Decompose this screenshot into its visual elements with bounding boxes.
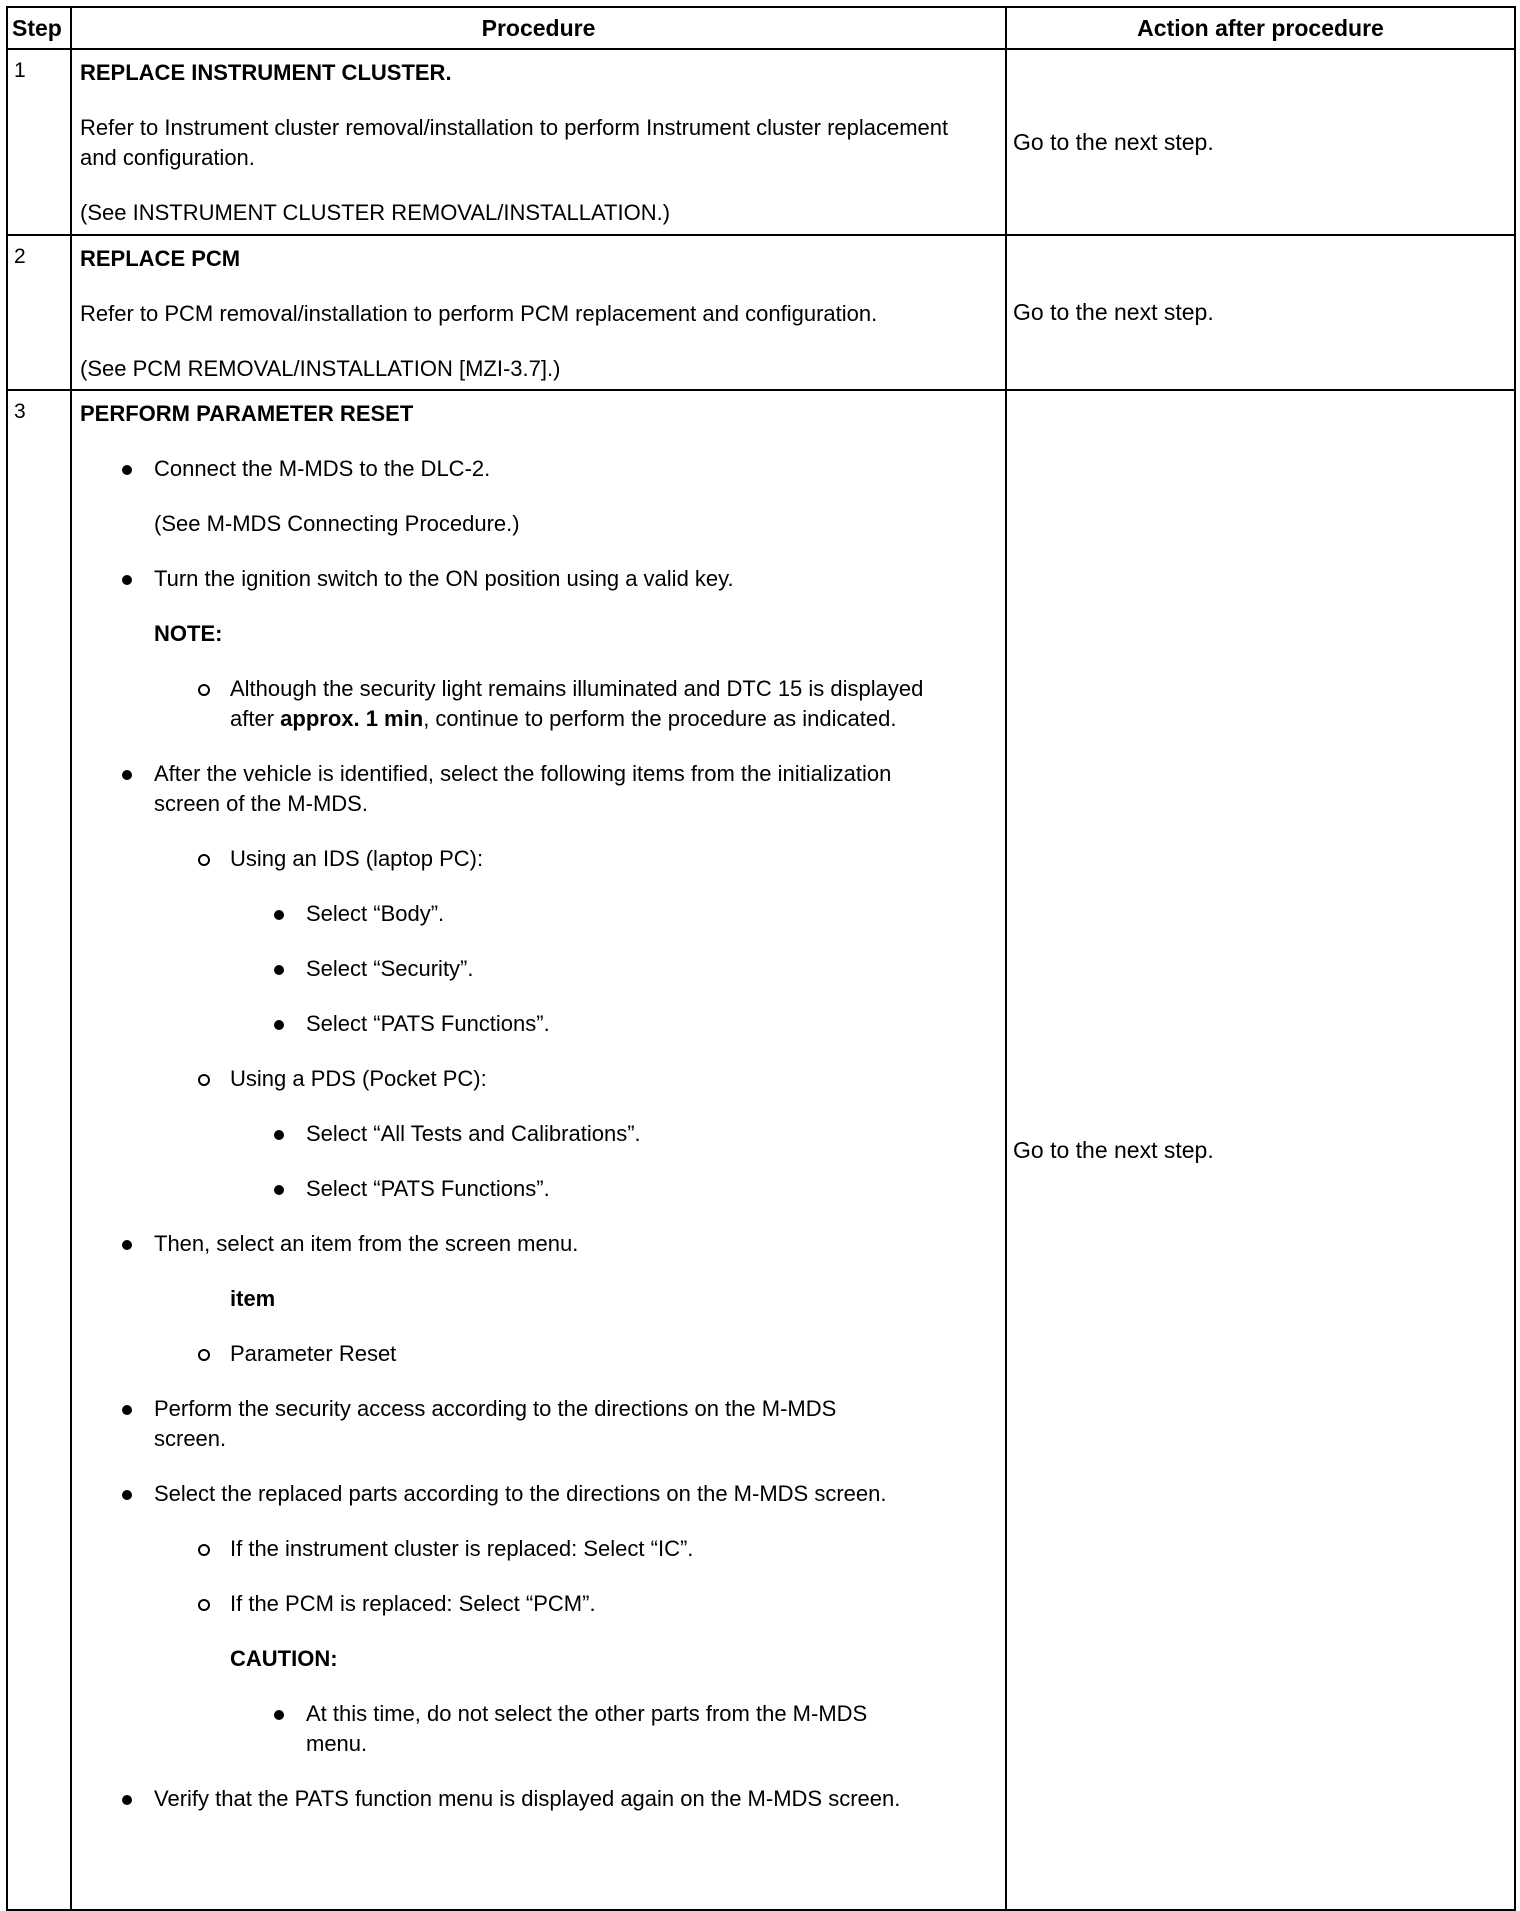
list-item: Parameter Reset	[80, 1339, 995, 1369]
list-item: Using a PDS (Pocket PC):	[80, 1064, 995, 1094]
list-item: Connect the M-MDS to the DLC-2.	[80, 454, 995, 484]
caution-label: CAUTION:	[230, 1646, 338, 1671]
bullet-icon	[274, 1710, 284, 1720]
step-text: Refer to Instrument cluster removal/installation to perform Instrument cluster replacement and configuration.	[80, 115, 949, 170]
circle-bullet-icon	[198, 684, 210, 696]
header-row	[7, 7, 1515, 49]
step-number: 1	[7, 49, 71, 235]
bullet-icon	[122, 1490, 132, 1500]
list-item: Using an IDS (laptop PC):	[80, 844, 995, 874]
see-reference: (See M-MDS Connecting Procedure.)	[154, 511, 520, 536]
bullet-icon	[274, 910, 284, 920]
bullet-icon	[122, 1795, 132, 1805]
bullet-icon	[274, 1130, 284, 1140]
list-item: Select “All Tests and Calibrations”.	[80, 1119, 995, 1149]
procedure-table	[6, 6, 1516, 1911]
list-item: Select “PATS Functions”.	[80, 1174, 995, 1204]
action-cell: Go to the next step.	[1006, 235, 1515, 390]
bullet-icon	[122, 770, 132, 780]
table-row	[7, 235, 1515, 390]
action-cell: Go to the next step.	[1006, 49, 1515, 235]
bullet-icon	[122, 1405, 132, 1415]
procedure-cell	[71, 390, 1006, 1910]
step-number: 3	[7, 390, 71, 1910]
see-reference: (See PCM REMOVAL/INSTALLATION [MZI-3.7].)	[80, 356, 561, 381]
procedure-cell	[71, 235, 1006, 390]
step-title: REPLACE PCM	[80, 246, 241, 271]
list-item: After the vehicle is identified, select the following items from the initialization screen of the M-MDS.	[80, 759, 944, 819]
list-item: Verify that the PATS function menu is displayed again on the M-MDS screen.	[80, 1784, 944, 1814]
circle-bullet-icon	[198, 854, 210, 866]
list-item: Select “Body”.	[80, 899, 995, 929]
list-item: Select the replaced parts according to the directions on the M-MDS screen.	[80, 1479, 914, 1509]
list-item: Turn the ignition switch to the ON position using a valid key.	[80, 564, 995, 594]
bullet-icon	[274, 1020, 284, 1030]
bullet-icon	[122, 575, 132, 585]
step-title: PERFORM PARAMETER RESET	[80, 401, 414, 426]
list-item: If the PCM is replaced: Select “PCM”.	[80, 1589, 995, 1619]
circle-bullet-icon	[198, 1599, 210, 1611]
step-number: 2	[7, 235, 71, 390]
circle-bullet-icon	[198, 1074, 210, 1086]
table-row	[7, 49, 1515, 235]
bullet-icon	[122, 1240, 132, 1250]
list-item: At this time, do not select the other parts from the M-MDS menu.	[80, 1699, 926, 1759]
step-title: REPLACE INSTRUMENT CLUSTER.	[80, 60, 452, 85]
see-reference: (See INSTRUMENT CLUSTER REMOVAL/INSTALLATION.)	[80, 200, 671, 225]
action-cell: Go to the next step.	[1006, 390, 1515, 1910]
note-label: NOTE:	[154, 621, 223, 646]
list-item: Select “Security”.	[80, 954, 995, 984]
header-step: Step	[7, 7, 71, 49]
bullet-icon	[274, 965, 284, 975]
procedure-cell	[71, 49, 1006, 235]
list-item: Then, select an item from the screen menu.	[80, 1229, 995, 1259]
header-action: Action after procedure	[1006, 7, 1515, 49]
list-item: Although the security light remains illuminated and DTC 15 is displayed after approx. 1 min, continue to perform the procedure as indicated.	[80, 674, 930, 734]
list-item: If the instrument cluster is replaced: Select “IC”.	[80, 1534, 995, 1564]
circle-bullet-icon	[198, 1544, 210, 1556]
list-item: Select “PATS Functions”.	[80, 1009, 995, 1039]
bullet-icon	[122, 465, 132, 475]
step-text: Refer to PCM removal/installation to perform PCM replacement and configuration.	[80, 301, 878, 326]
item-label: item	[230, 1286, 276, 1311]
table-row	[7, 390, 1515, 1910]
bullet-icon	[274, 1185, 284, 1195]
circle-bullet-icon	[198, 1349, 210, 1361]
header-procedure: Procedure	[71, 7, 1006, 49]
list-item: Perform the security access according to the directions on the M-MDS screen.	[80, 1394, 914, 1454]
